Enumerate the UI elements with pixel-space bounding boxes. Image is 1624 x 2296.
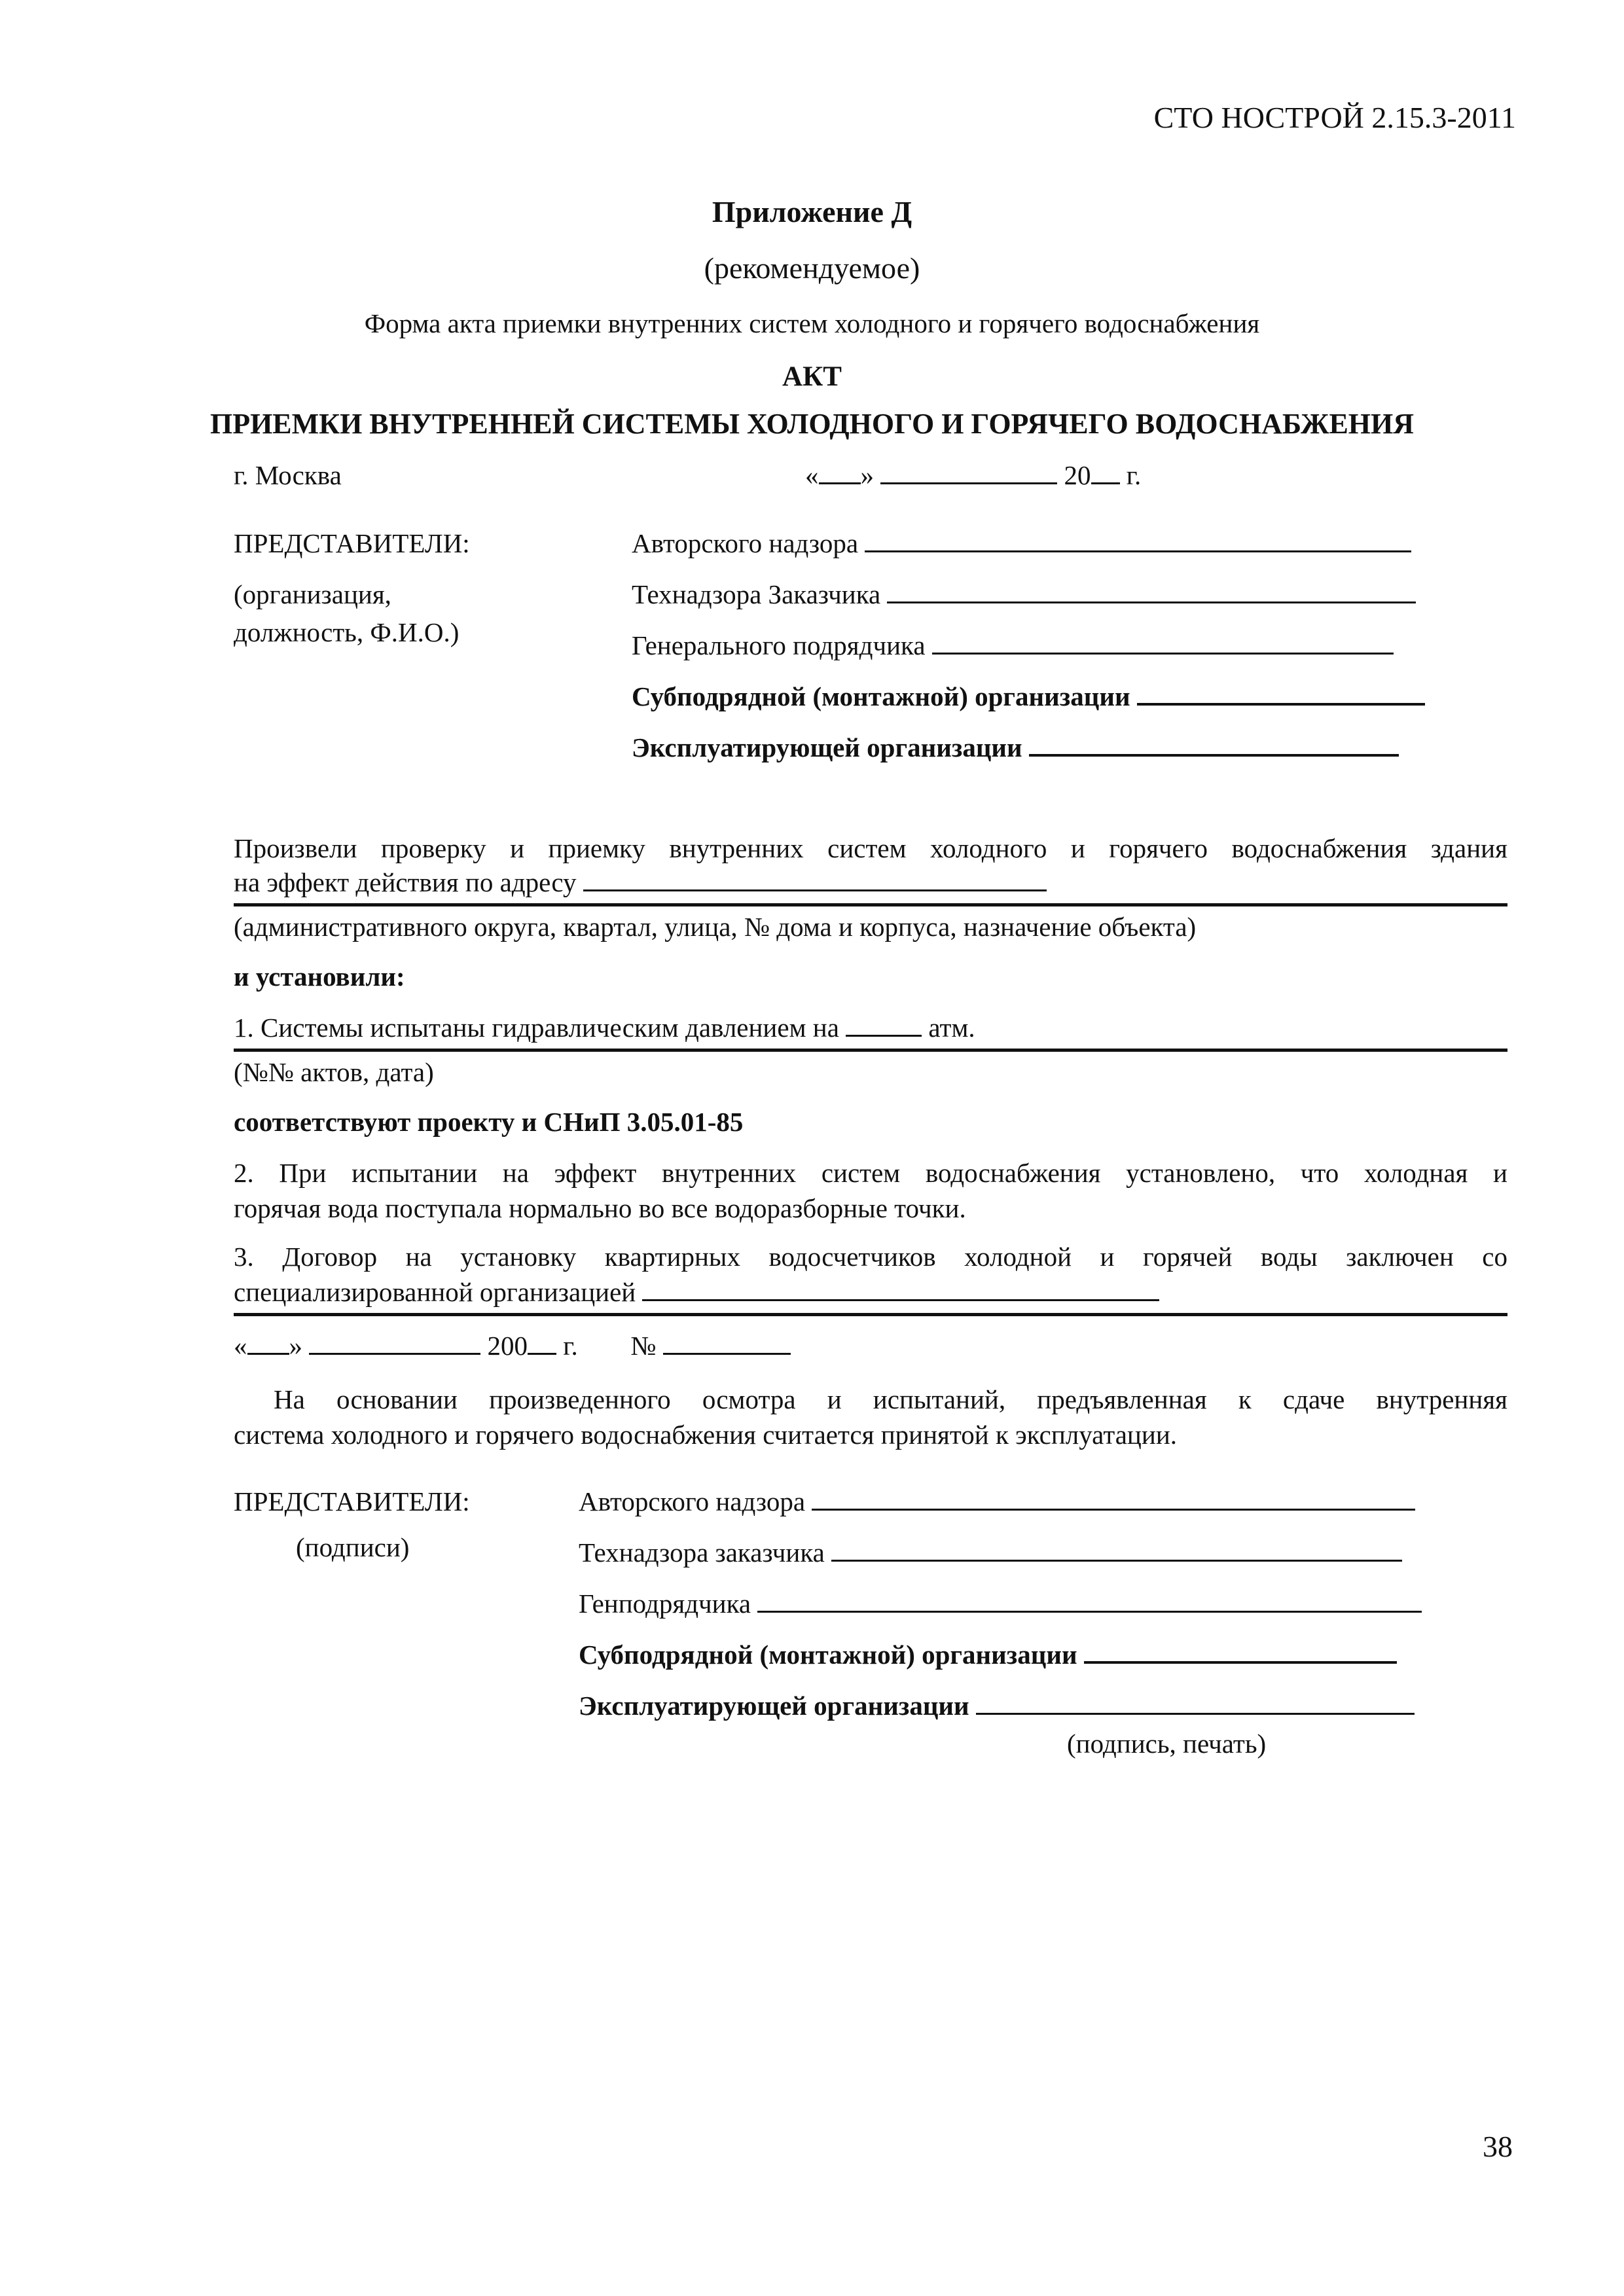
act-subtitle: ПРИЕМКИ ВНУТРЕННЕЙ СИСТЕМЫ ХОЛОДНОГО И ГОРЯЧЕГО ВОДОСНАБЖЕНИЯ bbox=[209, 408, 1415, 440]
signatures-label: ПРЕДСТАВИТЕЛИ: bbox=[234, 1486, 470, 1516]
customer-supervision-field[interactable] bbox=[887, 581, 1416, 603]
subcontractor-field[interactable] bbox=[1137, 682, 1425, 706]
year-field[interactable] bbox=[1091, 461, 1120, 484]
year-suffix: г. bbox=[1126, 460, 1142, 490]
year-prefix: 20 bbox=[1064, 460, 1091, 490]
rep-row-author-supervision bbox=[632, 528, 1411, 560]
rep-role-label: Субподрядной (монтажной) организации bbox=[632, 681, 1130, 711]
rep-row-customer-supervision bbox=[632, 579, 1416, 611]
rep-row-subcontractor bbox=[632, 681, 1425, 713]
acts-rule bbox=[234, 1049, 1507, 1052]
sign-role-label: Генподрядчика bbox=[579, 1588, 751, 1619]
conclusion-line-2: система холодного и горячего водоснабжения считается принятой к эксплуатации. bbox=[234, 1420, 1178, 1450]
document-code: СТО НОСТРОЙ 2.15.3-2011 bbox=[1153, 101, 1516, 134]
item-1-unit: атм. bbox=[928, 1013, 975, 1043]
contract-rule bbox=[234, 1313, 1507, 1316]
item-2-line-1: 2. При испытании на эффект внутренних систем водоснабжения установлено, что холодная и bbox=[234, 1158, 1507, 1188]
date-open-quote: « bbox=[805, 460, 819, 490]
item-2-line-2: горячая вода поступала нормально во все водоразборные точки. bbox=[234, 1193, 966, 1223]
act-title: АКТ bbox=[782, 361, 842, 392]
rep-role-label: Авторского надзора bbox=[632, 528, 859, 558]
rep-role-label: Эксплуатирующей организации bbox=[632, 732, 1022, 762]
address-note: (административного округа, квартал, улица, № дома и корпуса, назначение объекта) bbox=[234, 912, 1197, 942]
operating-org-signature[interactable] bbox=[976, 1692, 1415, 1715]
contract-month-field[interactable] bbox=[309, 1332, 480, 1355]
customer-supervision-signature[interactable] bbox=[831, 1539, 1402, 1562]
contract-close-quote: » bbox=[289, 1331, 302, 1361]
address-label: на эффект действия по адресу bbox=[234, 867, 577, 897]
date-close-quote: » bbox=[860, 460, 874, 490]
conclusion-line-1: На основании произведенного осмотра и испытаний, предъявленная к сдаче внутренняя bbox=[274, 1384, 1507, 1414]
author-supervision-signature[interactable] bbox=[812, 1488, 1415, 1511]
sign-row-author-supervision bbox=[579, 1486, 1415, 1518]
rep-role-label: Генерального подрядчика bbox=[632, 630, 926, 660]
established-label: и установили: bbox=[234, 961, 405, 992]
item-1 bbox=[234, 1012, 975, 1044]
pressure-field[interactable] bbox=[846, 1014, 922, 1037]
sign-row-operating-org bbox=[579, 1690, 1415, 1722]
representatives-note-2: должность, Ф.И.О.) bbox=[234, 617, 460, 647]
signature-stamp-note: (подпись, печать) bbox=[1067, 1729, 1267, 1759]
general-contractor-field[interactable] bbox=[932, 632, 1394, 655]
compliance-text: соответствуют проекту и СНиП 3.05.01-85 bbox=[234, 1107, 744, 1137]
month-field[interactable] bbox=[880, 461, 1057, 484]
address-field[interactable] bbox=[583, 869, 1047, 891]
signatures-note: (подписи) bbox=[296, 1532, 410, 1562]
address-rule bbox=[234, 903, 1507, 906]
act-date-line bbox=[805, 459, 1141, 492]
check-line-2 bbox=[234, 867, 1047, 899]
rep-row-general-contractor bbox=[632, 630, 1394, 662]
item-3-line-2 bbox=[234, 1276, 1159, 1308]
contract-year-suffix: г. bbox=[563, 1331, 578, 1361]
author-supervision-field[interactable] bbox=[865, 529, 1411, 552]
operating-org-field[interactable] bbox=[1029, 733, 1399, 757]
item-1-text: 1. Системы испытаны гидравлическим давлением на bbox=[234, 1013, 839, 1043]
item-3-text: специализированной организацией bbox=[234, 1277, 636, 1307]
sign-row-customer-supervision bbox=[579, 1537, 1402, 1569]
contract-day-field[interactable] bbox=[247, 1332, 289, 1355]
rep-role-label: Технадзора Заказчика bbox=[632, 579, 881, 609]
sign-row-general-contractor bbox=[579, 1588, 1422, 1620]
contract-number-field[interactable] bbox=[663, 1332, 791, 1355]
representatives-label: ПРЕДСТАВИТЕЛИ: bbox=[234, 528, 470, 558]
representatives-note-1: (организация, bbox=[234, 579, 391, 609]
form-caption: Форма акта приемки внутренних систем холодного и горячего водоснабжения bbox=[364, 308, 1260, 338]
acts-note: (№№ актов, дата) bbox=[234, 1057, 434, 1087]
sign-row-subcontractor bbox=[579, 1639, 1397, 1671]
contract-open-quote: « bbox=[234, 1331, 247, 1361]
subcontractor-signature[interactable] bbox=[1084, 1640, 1397, 1664]
rep-row-operating-org bbox=[632, 732, 1399, 764]
sign-role-label: Технадзора заказчика bbox=[579, 1537, 825, 1568]
check-line-1: Произвели проверку и приемку внутренних систем холодного и горячего водоснабжения здания bbox=[234, 833, 1507, 863]
day-field[interactable] bbox=[819, 461, 861, 484]
city-label: г. Москва bbox=[234, 460, 342, 490]
appendix-title: Приложение Д bbox=[712, 195, 912, 228]
general-contractor-signature[interactable] bbox=[757, 1590, 1422, 1613]
item-3-line-1: 3. Договор на установку квартирных водосчетчиков холодной и горячей воды заключен со bbox=[234, 1242, 1507, 1272]
sign-role-label: Эксплуатирующей организации bbox=[579, 1691, 969, 1721]
sign-role-label: Авторского надзора bbox=[579, 1486, 806, 1516]
sign-role-label: Субподрядной (монтажной) организации bbox=[579, 1640, 1077, 1670]
contract-number-label: № bbox=[630, 1331, 657, 1361]
contract-year: 200 bbox=[487, 1331, 528, 1361]
specialized-org-field[interactable] bbox=[642, 1278, 1159, 1301]
contract-year-field[interactable] bbox=[528, 1332, 556, 1355]
appendix-status: (рекомендуемое) bbox=[704, 251, 920, 285]
contract-date-line bbox=[234, 1330, 791, 1362]
page-number: 38 bbox=[1483, 2130, 1513, 2163]
